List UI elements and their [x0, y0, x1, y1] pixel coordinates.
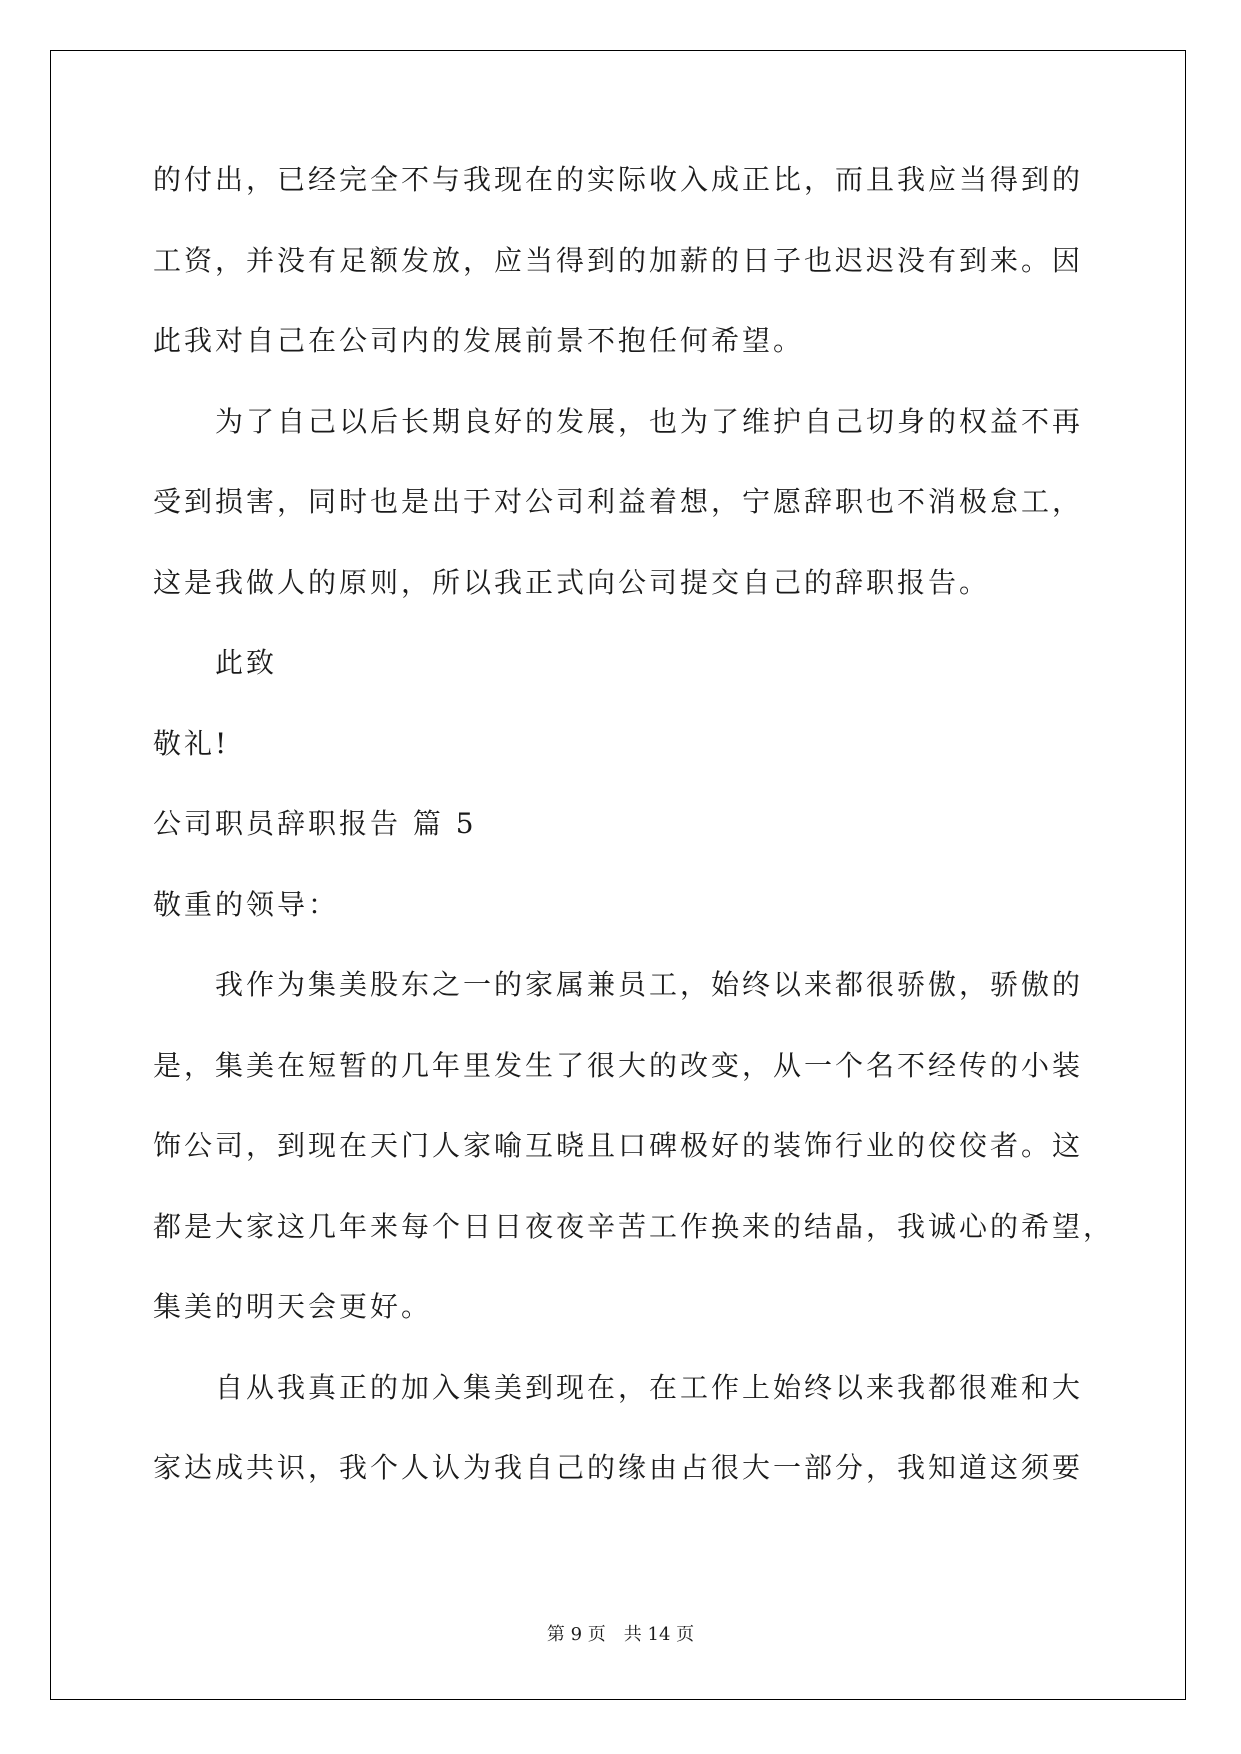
- paragraph-line: 都是大家这几年来每个日日夜夜辛苦工作换来的结晶，我诚心的希望，: [153, 1209, 1115, 1243]
- page-total: 共 14 页: [623, 1624, 695, 1645]
- section-heading: 公司职员辞职报告 篇 5: [153, 807, 477, 840]
- paragraph-line: 我作为集美股东之一的家属兼员工，始终以来都很骄傲，骄傲的: [215, 968, 1084, 1001]
- paragraph-line: 这是我做人的原则，所以我正式向公司提交自己的辞职报告。: [153, 565, 991, 599]
- paragraph-line: 集美的明天会更好。: [153, 1290, 433, 1323]
- salutation-line: 此致: [215, 646, 278, 679]
- document-body: [153, 160, 1115, 1529]
- paragraph-line: 工资，并没有足额发放，应当得到的加薪的日子也迟迟没有到来。因: [153, 243, 1084, 277]
- paragraph-line: 受到损害，同时也是出于对公司利益着想，宁愿辞职也不消极怠工，: [153, 485, 1084, 518]
- page-footer: [0, 1620, 1241, 1646]
- paragraph-line: 为了自己以后长期良好的发展，也为了维护自己切身的权益不再: [215, 404, 1084, 438]
- page-number: 第 9 页: [546, 1624, 606, 1645]
- paragraph-line: 家达成共识，我个人认为我自己的缘由占很大一部分，我知道这须要: [153, 1451, 1084, 1484]
- closing-line: 敬礼!: [153, 726, 230, 760]
- greeting-line: 敬重的领导：: [153, 887, 340, 921]
- paragraph-line: 的付出，已经完全不与我现在的实际收入成正比，而且我应当得到的: [153, 163, 1084, 196]
- paragraph-line: 是，集美在短暂的几年里发生了很大的改变，从一个名不经传的小装: [153, 1048, 1084, 1082]
- paragraph-line: 自从我真正的加入集美到现在，在工作上始终以来我都很难和大: [215, 1370, 1084, 1404]
- paragraph-line: 饰公司，到现在天门人家喻互晓且口碑极好的装饰行业的佼佼者。这: [153, 1129, 1084, 1162]
- paragraph-line: 此我对自己在公司内的发展前景不抱任何希望。: [153, 324, 805, 357]
